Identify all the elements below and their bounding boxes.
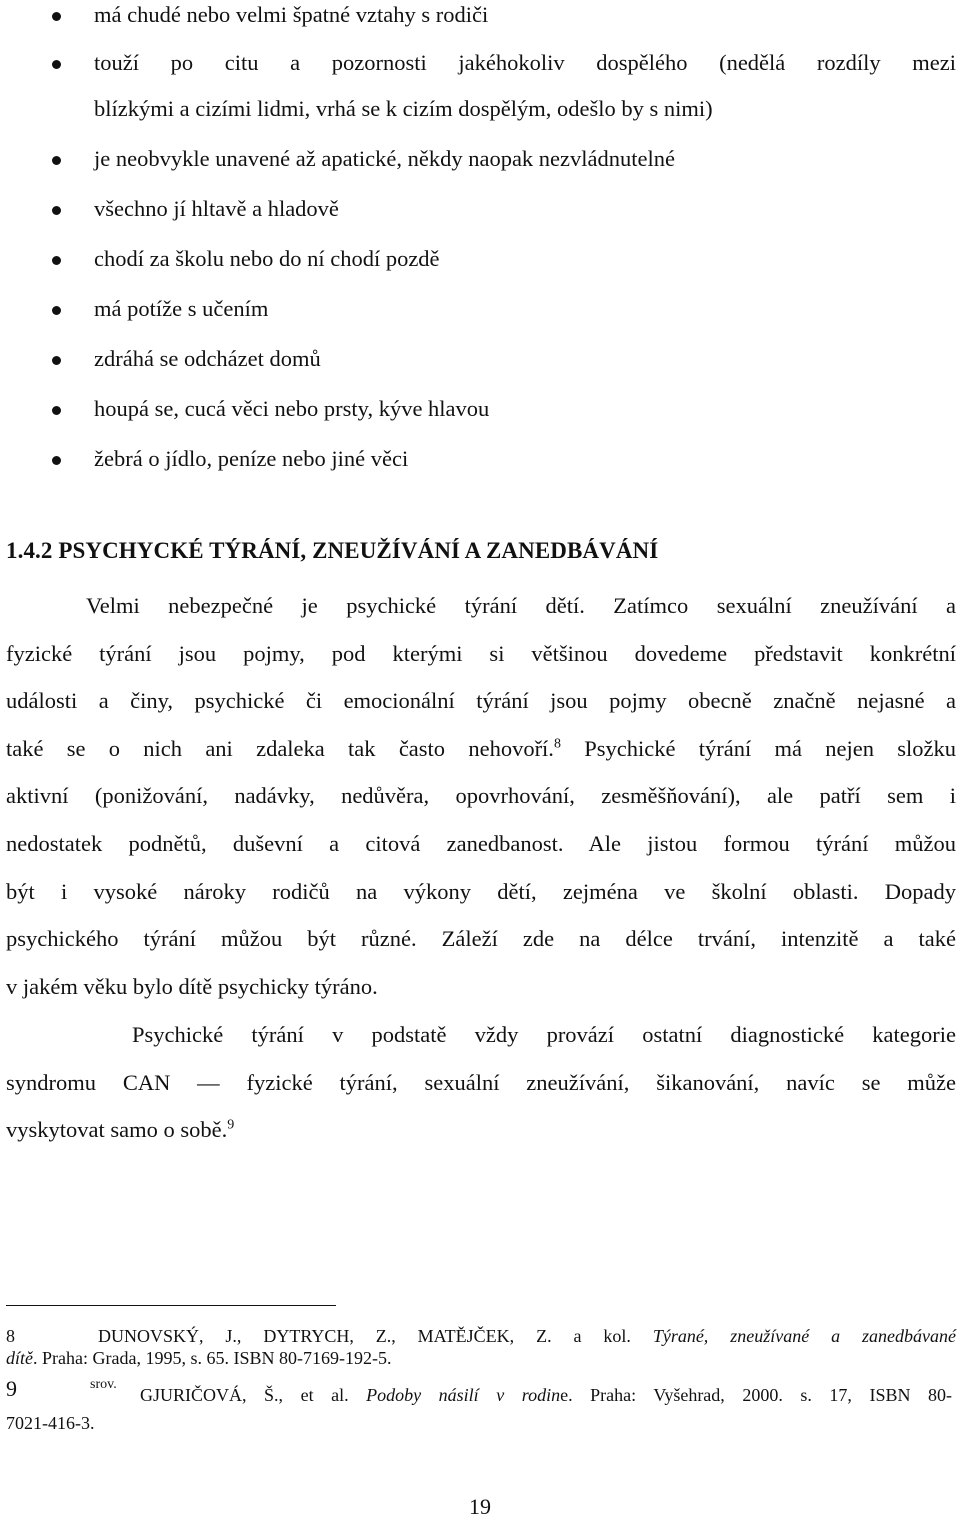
bullet-item-continuation: blízkými a cizími lidmi, vrhá se k cizím dospělým, odešlo by s nimi) — [94, 96, 713, 121]
paragraph-2 — [6, 1011, 956, 1154]
bullet-dot — [52, 12, 61, 21]
footnote-separator — [6, 1305, 336, 1306]
paragraph-line: Velmi nebezpečné je psychické týrání dětí. Zatímco sexuální zneužívání a — [86, 593, 956, 618]
footnote-line: 9 srov. GJURIČOVÁ, Š., et al. Podoby násilí v rodine. Praha: Vyšehrad, 2000. s. 17, ISBN 80- — [6, 1376, 952, 1405]
bullet-dot — [52, 256, 61, 265]
bullet-item: má chudé nebo velmi špatné vztahy s rodiči — [94, 2, 489, 27]
footnote-number: 8 — [6, 1326, 15, 1346]
paragraph-line: události a činy, psychické či emocionální týrání jsou pojmy obecně značně nejasné a — [6, 688, 956, 714]
bullet-item: houpá se, cucá věci nebo prsty, kýve hlavou — [94, 396, 490, 421]
paragraph-1 — [6, 582, 956, 1010]
bullet-item: touží po citu a pozornosti jakéhokoliv dospělého (nedělá rozdíly mezi — [94, 50, 956, 75]
paragraph-line: fyzické týrání jsou pojmy, pod kterými si většinou dovedeme představit konkrétní — [6, 640, 956, 666]
paragraph-line: být i vysoké nároky rodičů na výkony dětí, zejména ve školní oblasti. Dopady — [6, 878, 956, 904]
bullet-item: žebrá o jídlo, peníze nebo jiné věci — [94, 446, 409, 471]
bullet-dot — [52, 206, 61, 215]
paragraph-line: aktivní (ponižování, nadávky, nedůvěra, opovrhování, zesměšňování), ale patří sem i — [6, 783, 956, 809]
footnote-srov: srov. — [90, 1377, 117, 1392]
paragraph-line: nedostatek podnětů, duševní a citová zanedbanost. Ale jistou formou týrání můžou — [6, 830, 956, 856]
bullet-dot — [52, 306, 61, 315]
bullet-item: zdráhá se odcházet domů — [94, 346, 321, 371]
bullet-dot — [52, 156, 61, 165]
footnote-number: 9 — [6, 1376, 17, 1401]
paragraph-line: vyskytovat samo o sobě.$^9$ — [6, 1117, 235, 1143]
footnote-8 — [6, 1325, 956, 1369]
bullet-dot — [52, 356, 61, 365]
bullet-item: je neobvykle unavené až apatické, někdy naopak nezvládnutelné — [94, 146, 675, 171]
footnote-ref[interactable]: 8 — [553, 736, 561, 752]
footnote-line: 7021-416-3. — [6, 1413, 95, 1433]
paragraph-line: syndromu CAN — fyzické týrání, sexuální zneužívání, šikanování, navíc se může — [6, 1069, 956, 1095]
bullet-dot — [52, 406, 61, 415]
paragraph-line: v jakém věku bylo dítě psychicky týráno. — [6, 973, 378, 999]
bullet-dot — [52, 60, 61, 69]
bullet-item: má potíže s učením — [94, 296, 269, 321]
bullet-dot — [52, 456, 61, 465]
paragraph-line: Psychické týrání v podstatě vždy provází ostatní diagnostické kategorie — [132, 1022, 956, 1047]
footnote-line: dítě. Praha: Grada, 1995, s. 65. ISBN 80-7169-192-5. — [6, 1348, 392, 1368]
bullet-item: chodí za školu nebo do ní chodí pozdě — [94, 246, 440, 271]
footnote-line: 8 DUNOVSKÝ, J., DYTRYCH, Z., MATĚJČEK, Z. a kol. Týrané, zneužívané a zanedbávané — [6, 1326, 956, 1346]
footnote-ref[interactable]: 9 — [227, 1117, 235, 1133]
page-number: 19 — [469, 1494, 491, 1519]
footnote-9 — [6, 1376, 956, 1434]
paragraph-line: psychického týrání můžou být různé. Záleží zde na délce trvání, intenzitě a také — [6, 926, 956, 952]
paragraph-line: také se o nich ani zdaleka tak často nehovoří.$^8$ Psychické týrání má nejen složku — [6, 735, 956, 761]
bullet-item: všechno jí hltavě a hladově — [94, 196, 339, 221]
section-heading: 1.4.2 PSYCHYCKÉ TÝRÁNÍ, ZNEUŽÍVÁNÍ A ZANEDBÁVÁNÍ — [6, 538, 659, 563]
